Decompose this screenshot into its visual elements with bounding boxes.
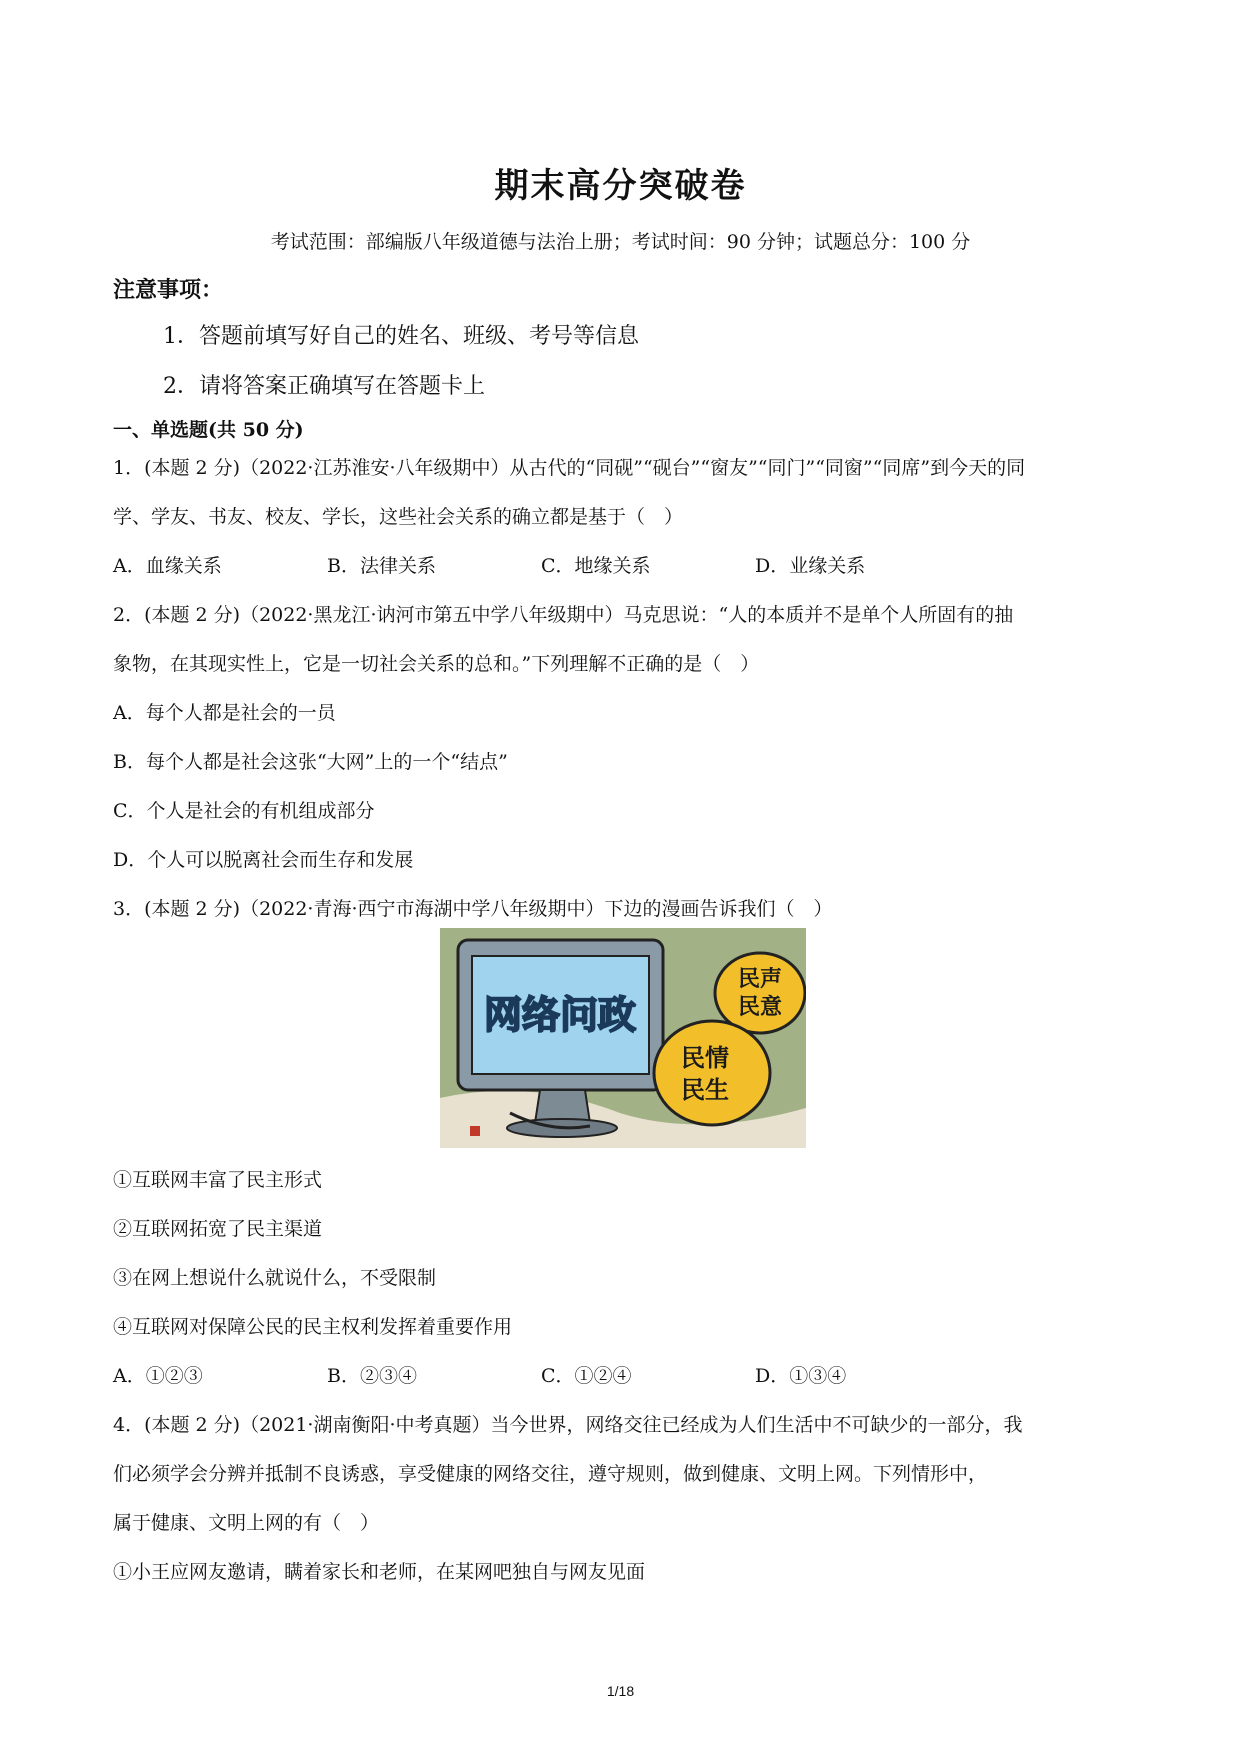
screen-text: 网络问政 (483, 993, 637, 1037)
q2-stem-line1: 2．(本题 2 分)（2022·黑龙江·讷河市第五中学八年级期中）马克思说：“人的本质并不是单个人所固有的抽 (113, 604, 1014, 626)
speech-bubble-2 (654, 1021, 770, 1125)
svg-text:民意: 民意 (737, 995, 783, 1020)
cartoon-image (440, 928, 806, 1148)
notice-item: 1．答题前填写好自己的姓名、班级、考号等信息 (163, 324, 639, 349)
q2-option-d: D．个人可以脱离社会而生存和发展 (113, 849, 414, 871)
q3-statement-3: ③在网上想说什么就说什么，不受限制 (113, 1267, 437, 1289)
q1-option-a: A．血缘关系 (113, 555, 222, 577)
q2-option-c: C．个人是社会的有机组成部分 (113, 800, 375, 822)
q4-statement-1: ①小王应网友邀请，瞒着家长和老师，在某网吧独自与网友见面 (113, 1561, 646, 1583)
q1-option-d: D．业缘关系 (755, 555, 866, 577)
q4-stem-line2: 们必须学会分辨并抵制不良诱惑，享受健康的网络交往，遵守规则，做到健康、文明上网。下列情形中， (113, 1463, 988, 1485)
artist-seal (470, 1126, 480, 1136)
svg-text:民声: 民声 (737, 967, 783, 992)
svg-text:民情: 民情 (681, 1044, 729, 1072)
q4-stem-line3: 属于健康、文明上网的有（ ） (113, 1512, 380, 1534)
section-heading: 一、单选题(共 50 分) (113, 419, 304, 441)
q3-statement-2: ②互联网拓宽了民主渠道 (113, 1218, 323, 1240)
speech-bubble-1 (715, 953, 805, 1033)
page-number: 1/18 (606, 1683, 635, 1699)
q1-option-c: C．地缘关系 (541, 555, 651, 577)
q3-option-a: A．①②③ (113, 1365, 203, 1387)
q3-option-d: D．①③④ (755, 1365, 847, 1387)
q1-stem-line1: 1．(本题 2 分)（2022·江苏淮安·八年级期中）从古代的“同砚”“砚台”“窗友”“同门”“同窗”“同席”到今天的同 (113, 457, 1026, 479)
svg-text:民生: 民生 (681, 1076, 729, 1104)
q1-option-b: B．法律关系 (327, 555, 436, 577)
q3-statement-1: ①互联网丰富了民主形式 (113, 1169, 323, 1191)
q3-stem: 3．(本题 2 分)（2022·青海·西宁市海湖中学八年级期中）下边的漫画告诉我们（ ） (113, 898, 833, 920)
q3-statement-4: ④互联网对保障公民的民主权利发挥着重要作用 (113, 1316, 513, 1338)
q2-option-a: A．每个人都是社会的一员 (113, 702, 336, 724)
notice-item: 2．请将答案正确填写在答题卡上 (163, 374, 485, 399)
q4-stem-line1: 4．(本题 2 分)（2021·湖南衡阳·中考真题）当今世界，网络交往已经成为人们生活中不可缺少的一部分，我 (113, 1414, 1023, 1436)
exam-info: 考试范围：部编版八年级道德与法治上册；考试时间：90 分钟；试题总分：100 分 (270, 231, 971, 253)
q2-stem-line2: 象物，在其现实性上，它是一切社会关系的总和。”下列理解不正确的是（ ） (113, 653, 760, 675)
page-title: 期末高分突破卷 (494, 166, 747, 206)
q2-option-b: B．每个人都是社会这张“大网”上的一个“结点” (113, 751, 508, 773)
q1-stem-line2: 学、学友、书友、校友、学长，这些社会关系的确立都是基于（ ） (113, 506, 684, 528)
q3-option-b: B．②③④ (327, 1365, 417, 1387)
q3-option-c: C．①②④ (541, 1365, 632, 1387)
notice-heading: 注意事项： (113, 278, 224, 303)
